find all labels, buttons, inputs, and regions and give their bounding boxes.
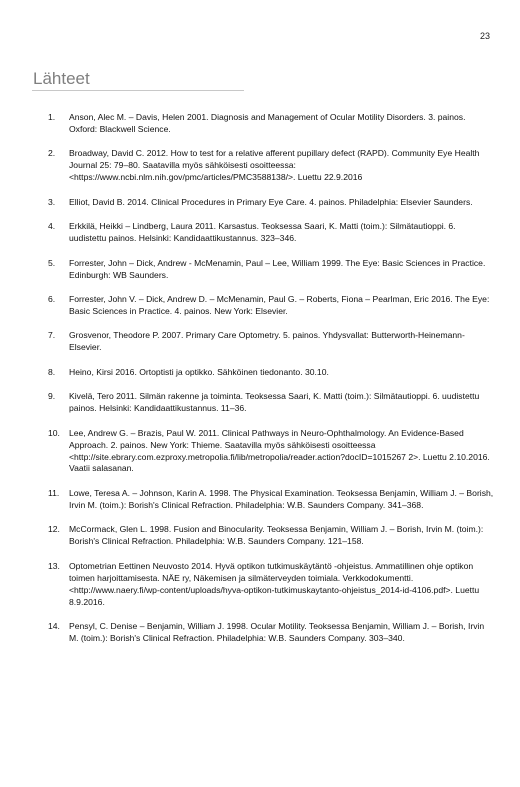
reference-text: Forrester, John V. – Dick, Andrew D. – McMenamin, Paul G. – Roberts, Fiona – Pearlman, Eric 2016. The Eye: Basic Sciences in Practice. 4. painos. New York: Elsevier. xyxy=(69,294,490,316)
reference-number: 2. xyxy=(48,148,56,159)
page-number: 23 xyxy=(479,31,490,41)
reference-number: 12. xyxy=(48,524,60,535)
section-heading: Lähteet xyxy=(33,69,90,88)
reference-item xyxy=(48,112,494,136)
reference-text: Grosvenor, Theodore P. 2007. Primary Care Optometry. 5. painos. Yhdysvallat: Butterworth-Heinemann-Elsevier. xyxy=(69,330,465,353)
reference-item xyxy=(48,294,494,318)
heading-underline xyxy=(32,90,244,91)
reference-number: 10. xyxy=(48,427,60,438)
reference-text: Lee, Andrew G. – Brazis, Paul W. 2011. Clinical Pathways in Neuro-Ophthalmology. An Evidence-Based Approach. 2. painos. New York: Thieme. Saatavilla myös sähköisesti osoitteessa <http://site.ebrary.com.ezproxy.metropolia.fi/lib/metropolia/reader.action?docID=1015267 2>. Luettu 2.10.2016. Vaatii salasanan. xyxy=(69,427,490,474)
reference-text: Heino, Kirsi 2016. Ortoptisti ja optikko. Sähköinen tiedonanto. 30.10. xyxy=(69,366,329,377)
reference-item xyxy=(48,148,494,184)
reference-text: Pensyl, C. Denise – Benjamin, William J. 1998. Ocular Motility. Teoksessa Benjamin, William J. – Borish, Irvin M. (toim.): Borish's Clinical Refraction. Philadelphia: W.B. Saunders Company. 303–340. xyxy=(69,621,485,643)
reference-number: 3. xyxy=(48,196,56,207)
reference-number: 5. xyxy=(48,257,56,268)
reference-number: 9. xyxy=(48,391,56,402)
reference-text: Lowe, Teresa A. – Johnson, Karin A. 1998. The Physical Examination. Teoksessa Benjamin, William J. – Borish, Irvin M. (toim.): Borish's Clinical Refraction. Philadelphia: W.B. Saunders Company. 341–368. xyxy=(69,487,494,510)
reference-item xyxy=(48,367,494,379)
reference-item xyxy=(48,621,494,645)
reference-item xyxy=(48,524,494,548)
reference-item xyxy=(48,428,494,476)
reference-text: Elliot, David B. 2014. Clinical Procedures in Primary Eye Care. 4. painos. Philadelphia: Elsevier Saunders. xyxy=(69,196,473,207)
reference-text: Kivelä, Tero 2011. Silmän rakenne ja toiminta. Teoksessa Saari, K. Matti (toim.): Silmätautioppi. 6. uudistettu painos. Helsinki: Kandidaattikustannus. 11–36. xyxy=(69,391,480,414)
reference-number: 13. xyxy=(48,560,60,571)
reference-number: 14. xyxy=(48,621,60,631)
reference-item xyxy=(48,561,494,609)
reference-text: Forrester, John – Dick, Andrew - McMenamin, Paul – Lee, William 1999. The Eye: Basic Sciences in Practice. Edinburgh: WB Saunders. xyxy=(69,257,486,280)
reference-text: Anson, Alec M. – Davis, Helen 2001. Diagnosis and Management of Ocular Motility Disorders. 3. painos. Oxford: Blackwell Science. xyxy=(69,112,466,134)
reference-text: Broadway, David C. 2012. How to test for a relative afferent pupillary defect (RAPD). Community Eye Health Journal 25: 79–80. Saatavilla myös sähköisesti osoitteessa: <https://www.ncbi.nlm.nih.gov/pmc/articles/PMC3588138/>. Luettu 22.9.2016 xyxy=(69,148,480,183)
reference-number: 8. xyxy=(48,366,56,377)
reference-number: 11. xyxy=(48,487,60,498)
reference-number: 7. xyxy=(48,330,56,341)
reference-list xyxy=(48,112,494,657)
reference-text: Erkkilä, Heikki – Lindberg, Laura 2011. Karsastus. Teoksessa Saari, K. Matti (toim.): Silmätautioppi. 6. uudistettu painos. Helsinki: Kandidaattikustannus. 323–346. xyxy=(69,221,456,244)
reference-number: 4. xyxy=(48,221,56,232)
reference-text: Optometrian Eettinen Neuvosto 2014. Hyvä optikon tutkimuskäytäntö -ohjeistus. Ammatillinen ohje optikon toimen harjoittamisesta. NÄE ry, Näkemisen ja silmäterveyden toimiala. Verkkodokumentti. <http://www.naery.fi/wp-content/uploads/hyva-optikon-tutkimuskaytanto-ohjeistus_2014-id-4106.pdf>. Luettu 8.9.2016. xyxy=(69,560,480,607)
reference-item xyxy=(48,488,494,512)
reference-number: 6. xyxy=(48,294,56,305)
reference-number: 1. xyxy=(48,112,56,122)
reference-text: McCormack, Glen L. 1998. Fusion and Binocularity. Teoksessa Benjamin, William J. – Borish, Irvin M. (toim.): Borish's Clinical Refraction. Philadelphia: W.B. Saunders Company. 121–158. xyxy=(69,524,484,547)
reference-item xyxy=(48,197,494,209)
reference-item xyxy=(48,330,494,354)
reference-item xyxy=(48,221,494,245)
reference-item xyxy=(48,391,494,415)
reference-item xyxy=(48,258,494,282)
